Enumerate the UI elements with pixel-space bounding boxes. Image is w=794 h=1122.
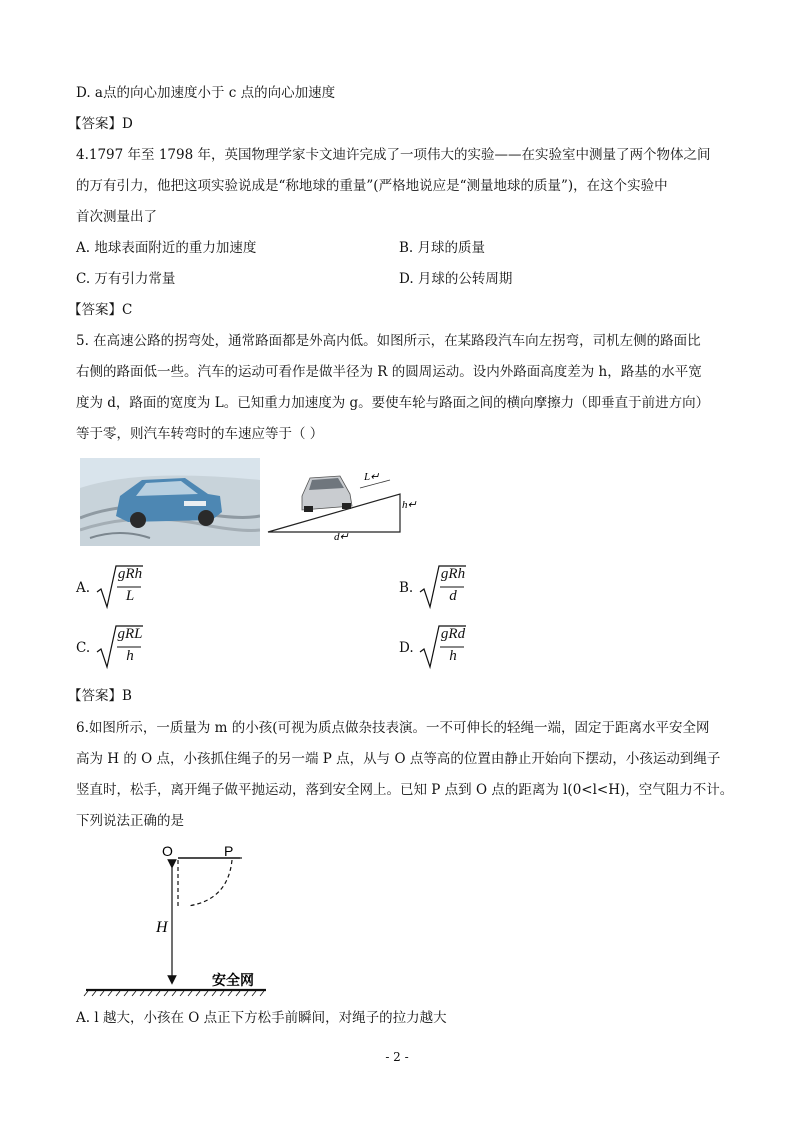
q5-option-b-numerator: gRh	[440, 566, 466, 582]
label-h: h↵	[402, 499, 417, 511]
q5-option-c-label: C.	[76, 640, 91, 656]
prev-option-d: D. a点的向心加速度小于 c 点的向心加速度	[76, 85, 336, 101]
label-H: H	[156, 919, 168, 936]
answer-q4: 【答案】C	[68, 302, 133, 318]
q5-line-4: 等于零，则汽车转弯时的车速应等于（ ）	[76, 426, 324, 442]
q5-option-c-numerator: gRL	[117, 626, 143, 642]
q6-option-a: A. l 越大，小孩在 O 点正下方松手前瞬间，对绳子的拉力越大	[76, 1010, 447, 1026]
page-number: - 2 -	[385, 1050, 409, 1064]
q5-option-b-denominator: d	[449, 588, 457, 604]
q5-option-a-label: A.	[76, 580, 91, 596]
q5-line-2: 右侧的路面低一些。汽车的运动可看作是做半径为 R 的圆周运动。设内外路面高度差为 h，路基的水平宽	[76, 364, 702, 380]
q5-option-b-label: B.	[399, 580, 414, 596]
label-d: d↵	[334, 531, 349, 540]
q6-line-1: 6.如图所示，一质量为 m 的小孩(可视为质点做杂技表演。一不可伸长的轻绳一端，固定于距离水平安全网	[76, 720, 710, 736]
label-P: P	[224, 843, 234, 859]
pendulum-diagram	[82, 840, 282, 1000]
q4-line-1: 4.1797 年至 1798 年，英国物理学家卡文迪许完成了一项伟大的实验——在实验室中测量了两个物体之间	[76, 147, 711, 163]
label-safety-net: 安全网	[212, 973, 254, 989]
incline-diagram	[262, 456, 432, 540]
q6-line-2: 高为 H 的 O 点，小孩抓住绳子的另一端 P 点，从与 O 点等高的位置由静止开始向下摆动，小孩运动到绳子	[76, 751, 721, 767]
q4-line-3: 首次测量出了	[76, 209, 157, 225]
label-O: O	[162, 843, 173, 859]
q5-line-1: 5. 在高速公路的拐弯处，通常路面都是外高内低。如图所示，在某路段汽车向左拐弯，司机左侧的路面比	[76, 333, 701, 349]
q4-option-a: A. 地球表面附近的重力加速度	[76, 240, 257, 256]
q5-option-d-denominator: h	[449, 648, 457, 664]
answer-q3: 【答案】D	[68, 116, 133, 132]
car-photo-figure	[80, 458, 260, 546]
q4-option-c: C. 万有引力常量	[76, 271, 176, 287]
q4-option-d: D. 月球的公转周期	[399, 271, 513, 287]
q4-option-b: B. 月球的质量	[399, 240, 486, 256]
q5-line-3: 度为 d，路面的宽度为 L。已知重力加速度为 g。要使车轮与路面之间的横向摩擦力（即垂直于前进方向）	[76, 395, 710, 411]
q5-option-d-numerator: gRd	[440, 626, 466, 642]
q6-line-3: 竖直时，松手，离开绳子做平抛运动，落到安全网上。已知 P 点到 O 点的距离为 l(0<l<H)，空气阻力不计。	[76, 782, 734, 798]
q4-line-2: 的万有引力，他把这项实验说成是“称地球的重量”(严格地说应是“测量地球的质量”)，在这个实验中	[76, 178, 668, 194]
car-rear-icon	[302, 476, 352, 512]
safety-net-hatching	[84, 991, 264, 996]
label-L: L↵	[364, 471, 380, 483]
q5-option-a-denominator: L	[125, 588, 135, 604]
q6-line-4: 下列说法正确的是	[76, 813, 184, 829]
answer-q5: 【答案】B	[68, 688, 132, 704]
q5-option-c-denominator: h	[126, 648, 134, 664]
q5-option-d-label: D.	[399, 640, 414, 656]
q5-option-a-numerator: gRh	[117, 566, 143, 582]
